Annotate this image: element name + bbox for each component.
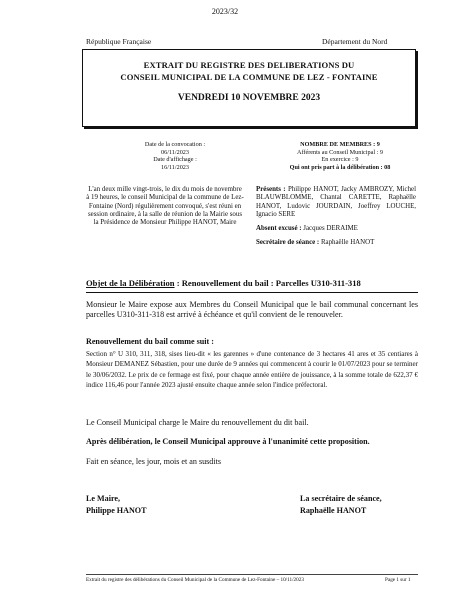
members-participants: Qui ont pris part à la délibération : 08 <box>289 163 391 171</box>
object-label: Objet de la Délibération <box>86 278 175 288</box>
document-number: 2023/32 <box>211 7 239 16</box>
paragraph-fait: Fait en séance, les jour, mois et an susdits <box>86 457 221 466</box>
footer-divider <box>86 574 418 575</box>
members-afferents: Afférents au Conseil Municipal : 9 <box>297 148 383 156</box>
secretary-label: Secrétaire de séance : <box>256 239 320 247</box>
presence-block <box>256 186 416 254</box>
absent-line <box>256 225 416 233</box>
title-box <box>82 49 416 127</box>
maire-name: Philippe HANOT <box>86 506 147 515</box>
signature-secretaire <box>300 493 382 517</box>
object-divider <box>86 292 418 293</box>
members-exercice: En exercice : 9 <box>321 156 359 164</box>
footer-text: Extrait du registre des délibérations du Conseil Municipal de la Commune de Lez-Fontaine – 10/11/2023 <box>86 577 304 583</box>
secretaire-role: La secrétaire de séance, <box>300 494 382 503</box>
paragraph-expose: Monsieur le Maire expose aux Membres du Conseil Municipal que le bail communal concernant les parcelles U310-311-318 est arrivé à échéance et qu'il convient de le renouveler. <box>86 300 418 319</box>
absent-label: Absent excusé : <box>256 225 302 233</box>
paragraph-decision: Après délibération, le Conseil Municipal approuve à l'unanimité cette proposition. <box>86 437 370 446</box>
paragraph-bail-details: Section n° U 310, 311, 318, sises lieu-dit « les garennes » d'une contenance de 3 hectares 41 ares et 35 centiares à Monsieur DEMANEZ Sébastien, pour une durée de 9 années qui commencent à courir le 01/07/2023 pour se terminer le 30/06/2032. Le prix de ce fermage est fixé, pour chaque année entière de jouissance, à la somme totale de 622,37 € indice 116,46 pour l'année 2023 ajusté ensuite chaque année selon l'indice préfectoral. <box>86 350 418 390</box>
dates-block <box>110 141 240 171</box>
object-title <box>86 278 418 288</box>
convocation-value: 06/11/2023 <box>161 148 189 156</box>
maire-role: Le Maire, <box>86 494 121 503</box>
paragraph-charge: Le Conseil Municipal charge le Maire du renouvellement du dit bail. <box>86 418 309 427</box>
header-republique: République Française <box>86 37 152 46</box>
page-indicator: Page 1 sur 1 <box>385 577 411 583</box>
header-departement: Département du Nord <box>322 37 388 46</box>
meeting-date: VENDREDI 10 NOVEMBRE 2023 <box>177 93 321 103</box>
present-label: Présents : <box>256 186 286 193</box>
renewal-title: Renouvellement du bail comme suit : <box>86 337 214 346</box>
title-line-2: CONSEIL MUNICIPAL DE LA COMMUNE DE LEZ - FONTAINE <box>120 72 378 82</box>
affichage-value: 16/11/2023 <box>161 163 189 171</box>
secretary-line <box>256 239 416 247</box>
members-title: NOMBRE DE MEMBRES : 9 <box>300 141 380 148</box>
secretaire-name: Raphaëlle HANOT <box>300 506 367 515</box>
secretary-name: Raphaëlle HANOT <box>320 239 375 247</box>
signature-maire <box>86 493 147 517</box>
affichage-label: Date d'affichage : <box>153 156 197 164</box>
present-line <box>256 186 416 219</box>
members-block <box>270 141 410 171</box>
title-line-1: EXTRAIT DU REGISTRE DES DELIBERATIONS DU <box>143 60 355 70</box>
present-names: Philippe HANOT, Jacky AMBROZY, Michel BLAUWBLOMME, Chantal CARETTE, Raphaëlle HANOT, Ludovic JOURDAIN, Joeffrey LOUCHE, Ignacio SERE <box>256 186 416 218</box>
absent-names: Jacques DERAIME <box>303 225 358 233</box>
intro-text: L'an deux mille vingt-trois, le dix du mois de novembre à 19 heures, le conseil Municipal de la commune de Lez-Fontaine (Nord) régulièrement convoqué, s'est réuni en session ordinaire, à la salle de réunion de la Mairie sous la Présidence de Monsieur Philippe HANOT, Maire <box>86 186 244 227</box>
convocation-label: Date de la convocation : <box>144 141 206 148</box>
object-text: : Renouvellement du bail : Parcelles U310-311-318 <box>174 278 361 288</box>
